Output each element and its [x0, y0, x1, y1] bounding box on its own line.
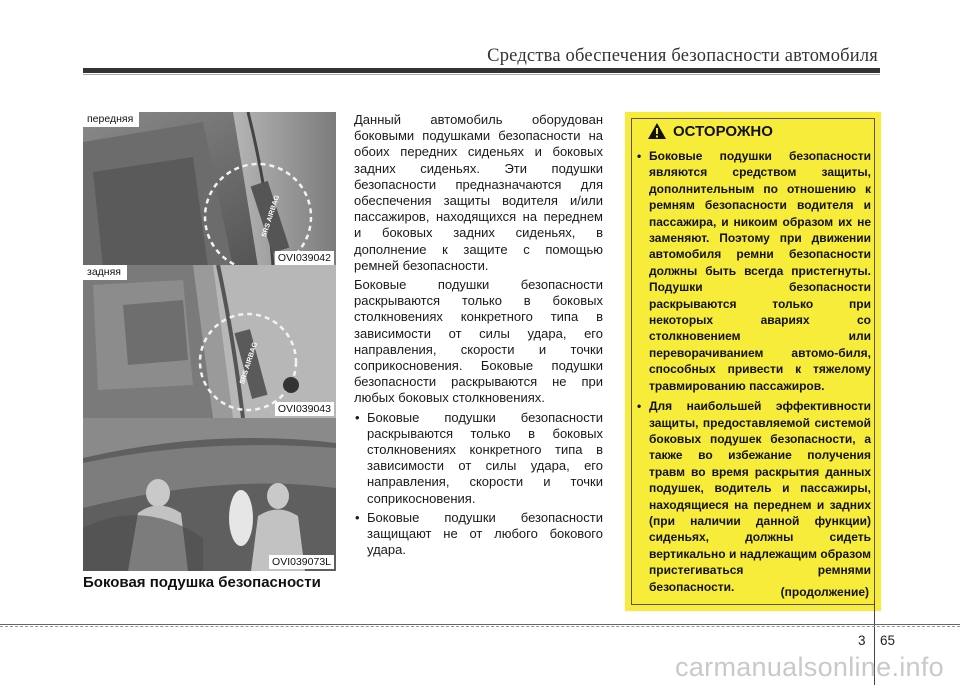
bullet-dot: •: [355, 409, 360, 425]
cabin-illustration: [83, 418, 336, 571]
warning-item: • Боковые подушки безопасности являются средством защиты, дополнительным по отношению к ремням безопасности водителя и пассажира, и никоим образом их не заменяют. Поэтому при движении автомобиля ремни безопасности должны быть всегда пристегнуты. Подушки безопасности раскрываются только при некоторых авариях со столкновением или переворачиванием автомо-биля, способных привести к тяжелому травмированию пассажиров.: [637, 149, 871, 393]
front-seat-illustration: [83, 112, 336, 267]
photo-code-front: OVI039042: [275, 251, 334, 265]
rear-seat-illustration: [83, 265, 336, 418]
footer-rule-dashed: [0, 626, 960, 627]
warning-heading: [647, 122, 773, 140]
figure-caption: Боковая подушка безопасности: [83, 574, 321, 591]
warning-continued: (продолжение): [780, 585, 869, 599]
chapter-number: 3: [858, 633, 866, 648]
header-title: Средства обеспечения безопасности автомобиля: [487, 46, 878, 66]
warning-item: • Для наибольшей эффективности защиты, предоставляемой системой боковых подушек безопасности, а также во избежание получения травм во время раскрытия данных подушек, водитель и пассажиры, находящиеся на переднем и задних (при наличии данной функции) сиденьях, должны сидеть вертикально и надлежащим образом пристегиваться ремнями безопасности.: [637, 399, 871, 594]
srs-airbag-tag: SRS AIRBAG: [239, 341, 260, 386]
body-bullet-item: • Боковые подушки безопасности защищают не от любого бокового удара.: [355, 509, 603, 558]
photo-rear-seat: [83, 265, 336, 418]
body-bullet-item: • Боковые подушки безопасности раскрываются только в боковых столкновениях конкретного типа в зависимости от силы удара, его направления, скорости и точки соприкосновения.: [355, 409, 603, 506]
photo-code-rear: OVI039043: [275, 402, 334, 416]
footer-rule: [0, 624, 960, 625]
photo-cabin-occupants: [83, 418, 336, 571]
header-rule: [83, 68, 880, 73]
srs-airbag-tag: SRS AIRBAG: [261, 194, 282, 239]
header-rule-thin: [83, 74, 880, 75]
body-bullet-list: [354, 410, 603, 559]
photo-label-rear: задняя: [83, 265, 127, 280]
photo-code-cabin: OVI039073L: [269, 555, 334, 569]
body-paragraph: Данный автомобиль оборудован боковыми подушками безопасности на обоих передних сиденьях и боковых задних сиденьях. Эти подушки безопасности предназначаются для обеспечения защиты водителя и/или пассажиров, находящихся на переднем и боковых задних сиденьях, в дополнение к защите с помощью ремней безопасности.: [354, 112, 603, 273]
body-text: [354, 112, 603, 561]
bullet-dot: •: [355, 509, 360, 525]
warning-triangle-icon: [647, 122, 667, 140]
body-paragraph: Боковые подушки безопасности раскрываются только в боковых столкновениях конкретного типа в зависимости от силы удара, его направления, скорости и точки соприкосновения. Боковые подушки безопасности раскрываются не при любых боковых столкновениях.: [354, 277, 603, 406]
photo-label-front: передняя: [83, 112, 139, 127]
warning-title: ОСТОРОЖНО: [673, 122, 773, 140]
watermark: carmanualsonline.info: [675, 652, 944, 682]
warning-box: [625, 112, 881, 611]
warning-list: [635, 148, 871, 599]
bullet-dot: •: [637, 149, 642, 163]
bullet-dot: •: [637, 399, 642, 414]
photo-front-seat: [83, 112, 336, 267]
page-number: 65: [880, 633, 896, 648]
